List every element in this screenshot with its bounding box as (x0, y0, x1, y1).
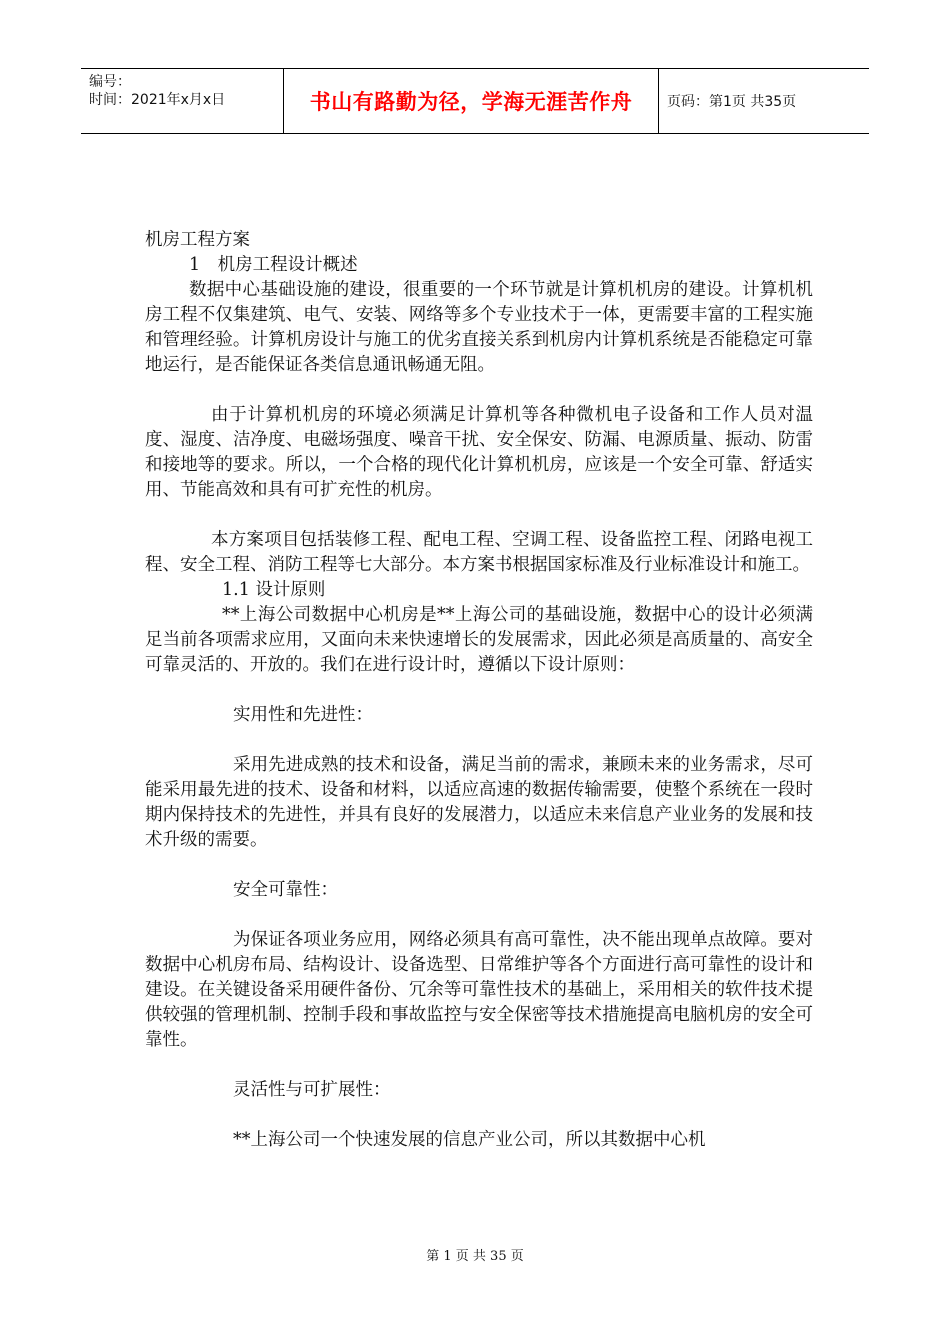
page-header (81, 68, 869, 134)
paragraph-1: 数据中心基础设施的建设，很重要的一个环节就是计算机机房的建设。计算机机房工程不仅集建筑、电气、安装、网络等多个专业技术于一体，更需要丰富的工程实施和管理经验。计算机房设计与施工的优劣直接关系到机房内计算机系统是否能稳定可靠地运行，是否能保证各类信息通讯畅通无阻。 (145, 280, 813, 375)
paragraph-2: 由于计算机机房的环境必须满足计算机等各种微机电子设备和工作人员对温度、湿度、洁净度、电磁场强度、噪音干扰、安全保安、防漏、电源质量、振动、防雷和接地等的要求。所以，一个合格的现代化计算机机房，应该是一个安全可靠、舒适实用、节能高效和具有可扩充性的机房。 (145, 405, 813, 500)
document-title: 机房工程方案 (145, 230, 250, 250)
heading-reliability: 安全可靠性： (233, 880, 338, 900)
section-heading-1: 1 机房工程设计概述 (189, 255, 358, 275)
paragraph-6: 为保证各项业务应用，网络必须具有高可靠性，决不能出现单点故障。要对数据中心机房布局、结构设计、设备选型、日常维护等各个方面进行高可靠性的设计和建设。在关键设备采用硬件备份、冗余等可靠性技术的基础上，采用相关的软件技术提供较强的管理机制、控制手段和事故监控与安全保密等技术措施提高电脑机房的安全可靠性。 (145, 930, 813, 1050)
heading-practicality: 实用性和先进性： (233, 705, 373, 725)
header-meta (81, 69, 284, 133)
document-body (145, 228, 813, 1153)
paragraph-4: **上海公司数据中心机房是**上海公司的基础设施，数据中心的设计必须满足当前各项需求应用，又面向未来快速增长的发展需求，因此必须是高质量的、高安全可靠灵活的、开放的。我们在进行设计时，遵循以下设计原则： (145, 605, 813, 675)
heading-flexibility: 灵活性与可扩展性： (233, 1080, 391, 1100)
paragraph-3: 本方案项目包括装修工程、配电工程、空调工程、设备监控工程、闭路电视工程、安全工程、消防工程等七大部分。本方案书根据国家标准及行业标准设计和施工。 (145, 530, 813, 575)
section-heading-1-1: 1.1 设计原则 (222, 580, 326, 600)
header-motto: 书山有路勤为径，学海无涯苦作舟 (284, 69, 659, 133)
number-label: 编号： (89, 74, 131, 90)
page-footer: 第 1 页 共 35 页 (426, 1249, 524, 1264)
paragraph-7: **上海公司一个快速发展的信息产业公司，所以其数据中心机 (233, 1130, 706, 1150)
time-label: 时间：2021年x月x日 (89, 92, 226, 108)
header-page-info: 页码：第1页 共35页 (667, 94, 797, 110)
paragraph-5: 采用先进成熟的技术和设备，满足当前的需求，兼顾未来的业务需求，尽可能采用最先进的技术、设备和材料，以适应高速的数据传输需要，使整个系统在一段时期内保持技术的先进性，并具有良好的发展潜力，以适应未来信息产业业务的发展和技术升级的需要。 (145, 755, 813, 850)
